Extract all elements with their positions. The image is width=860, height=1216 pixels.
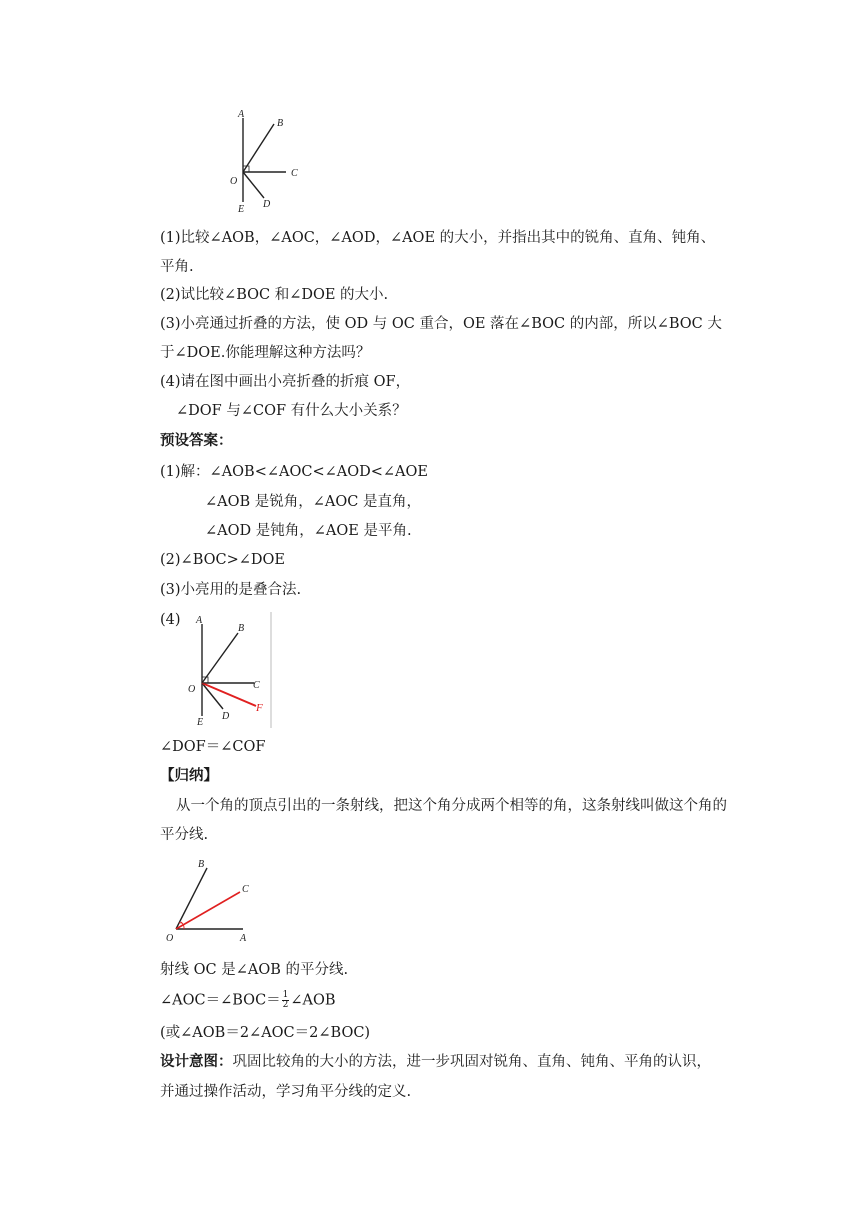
angle-figure-2-with-fold (180, 612, 276, 730)
design-intent-text: 巩固比较角的大小的方法，进一步巩固对锐角、直角、钝角、平角的认识， (232, 1054, 711, 1070)
design-intent-line-1 (160, 1053, 711, 1071)
summary-heading: 【归纳】 (160, 767, 218, 784)
question-3-line-2: 于∠DOE.你能理解这种方法吗？ (160, 345, 371, 361)
label-c: C (291, 168, 298, 179)
question-4-line-1: (4)请在图中画出小亮折叠的折痕 OF， (160, 374, 411, 390)
label-a: A (196, 615, 203, 626)
label-o: O (166, 933, 174, 944)
question-2: (2)试比较∠BOC 和∠DOE 的大小. (160, 287, 389, 303)
bisector-formula (160, 991, 336, 1010)
label-b: B (238, 623, 245, 634)
design-intent-label: 设计意图： (160, 1053, 233, 1070)
answer-4-result: ∠DOF＝∠COF (160, 739, 266, 755)
label-f: F (256, 702, 263, 714)
question-4-line-2: ∠DOF 与∠COF 有什么大小关系？ (176, 403, 407, 419)
label-o: O (230, 176, 238, 187)
fraction-denominator: 2 (282, 1000, 289, 1010)
formula-left: ∠AOC＝∠BOC＝ (160, 992, 281, 1009)
answer-2: (2)∠BOC>∠DOE (160, 552, 285, 568)
answer-4-label: (4) (160, 612, 181, 628)
label-a: A (240, 933, 247, 944)
bisector-statement: 射线 OC 是∠AOB 的平分线. (160, 962, 349, 978)
answer-1-line-3: ∠AOD 是钝角，∠AOE 是平角. (205, 523, 412, 539)
label-d: D (222, 711, 230, 722)
question-1-line-2: 平角. (160, 259, 194, 275)
summary-text-line-2: 平分线. (160, 827, 209, 843)
label-c: C (253, 680, 260, 691)
label-c: C (242, 884, 249, 895)
answer-3: (3)小亮用的是叠合法. (160, 582, 302, 598)
design-intent-line-2: 并通过操作活动，学习角平分线的定义. (160, 1084, 412, 1100)
angle-bisector-figure (160, 856, 260, 944)
one-half-fraction (282, 991, 290, 1010)
label-b: B (198, 859, 205, 870)
label-b: B (277, 118, 284, 129)
label-a: A (238, 109, 245, 120)
answer-heading: 预设答案： (160, 432, 233, 449)
answer-1-line-1: (1)解：∠AOB<∠AOC<∠AOD<∠AOE (160, 464, 428, 480)
label-o: O (188, 684, 196, 695)
answer-1-line-2: ∠AOB 是锐角，∠AOC 是直角， (205, 494, 421, 510)
label-e: E (238, 204, 245, 215)
bisector-alternative: (或∠AOB＝2∠AOC＝2∠BOC) (160, 1025, 371, 1041)
question-3-line-1: (3)小亮通过折叠的方法，使 OD 与 OC 重合，OE 落在∠BOC 的内部，所以∠BOC 大 (160, 316, 722, 332)
formula-right: ∠AOB (290, 992, 336, 1009)
angle-figure-1 (224, 104, 314, 216)
label-d: D (263, 199, 271, 210)
question-1-line-1: (1)比较∠AOB，∠AOC，∠AOD，∠AOE 的大小，并指出其中的锐角、直角、钝角、 (160, 230, 716, 246)
summary-text-line-1: 从一个角的顶点引出的一条射线，把这个角分成两个相等的角，这条射线叫做这个角的 (176, 798, 727, 814)
fraction-numerator: 1 (282, 990, 289, 1000)
label-e: E (197, 717, 204, 728)
